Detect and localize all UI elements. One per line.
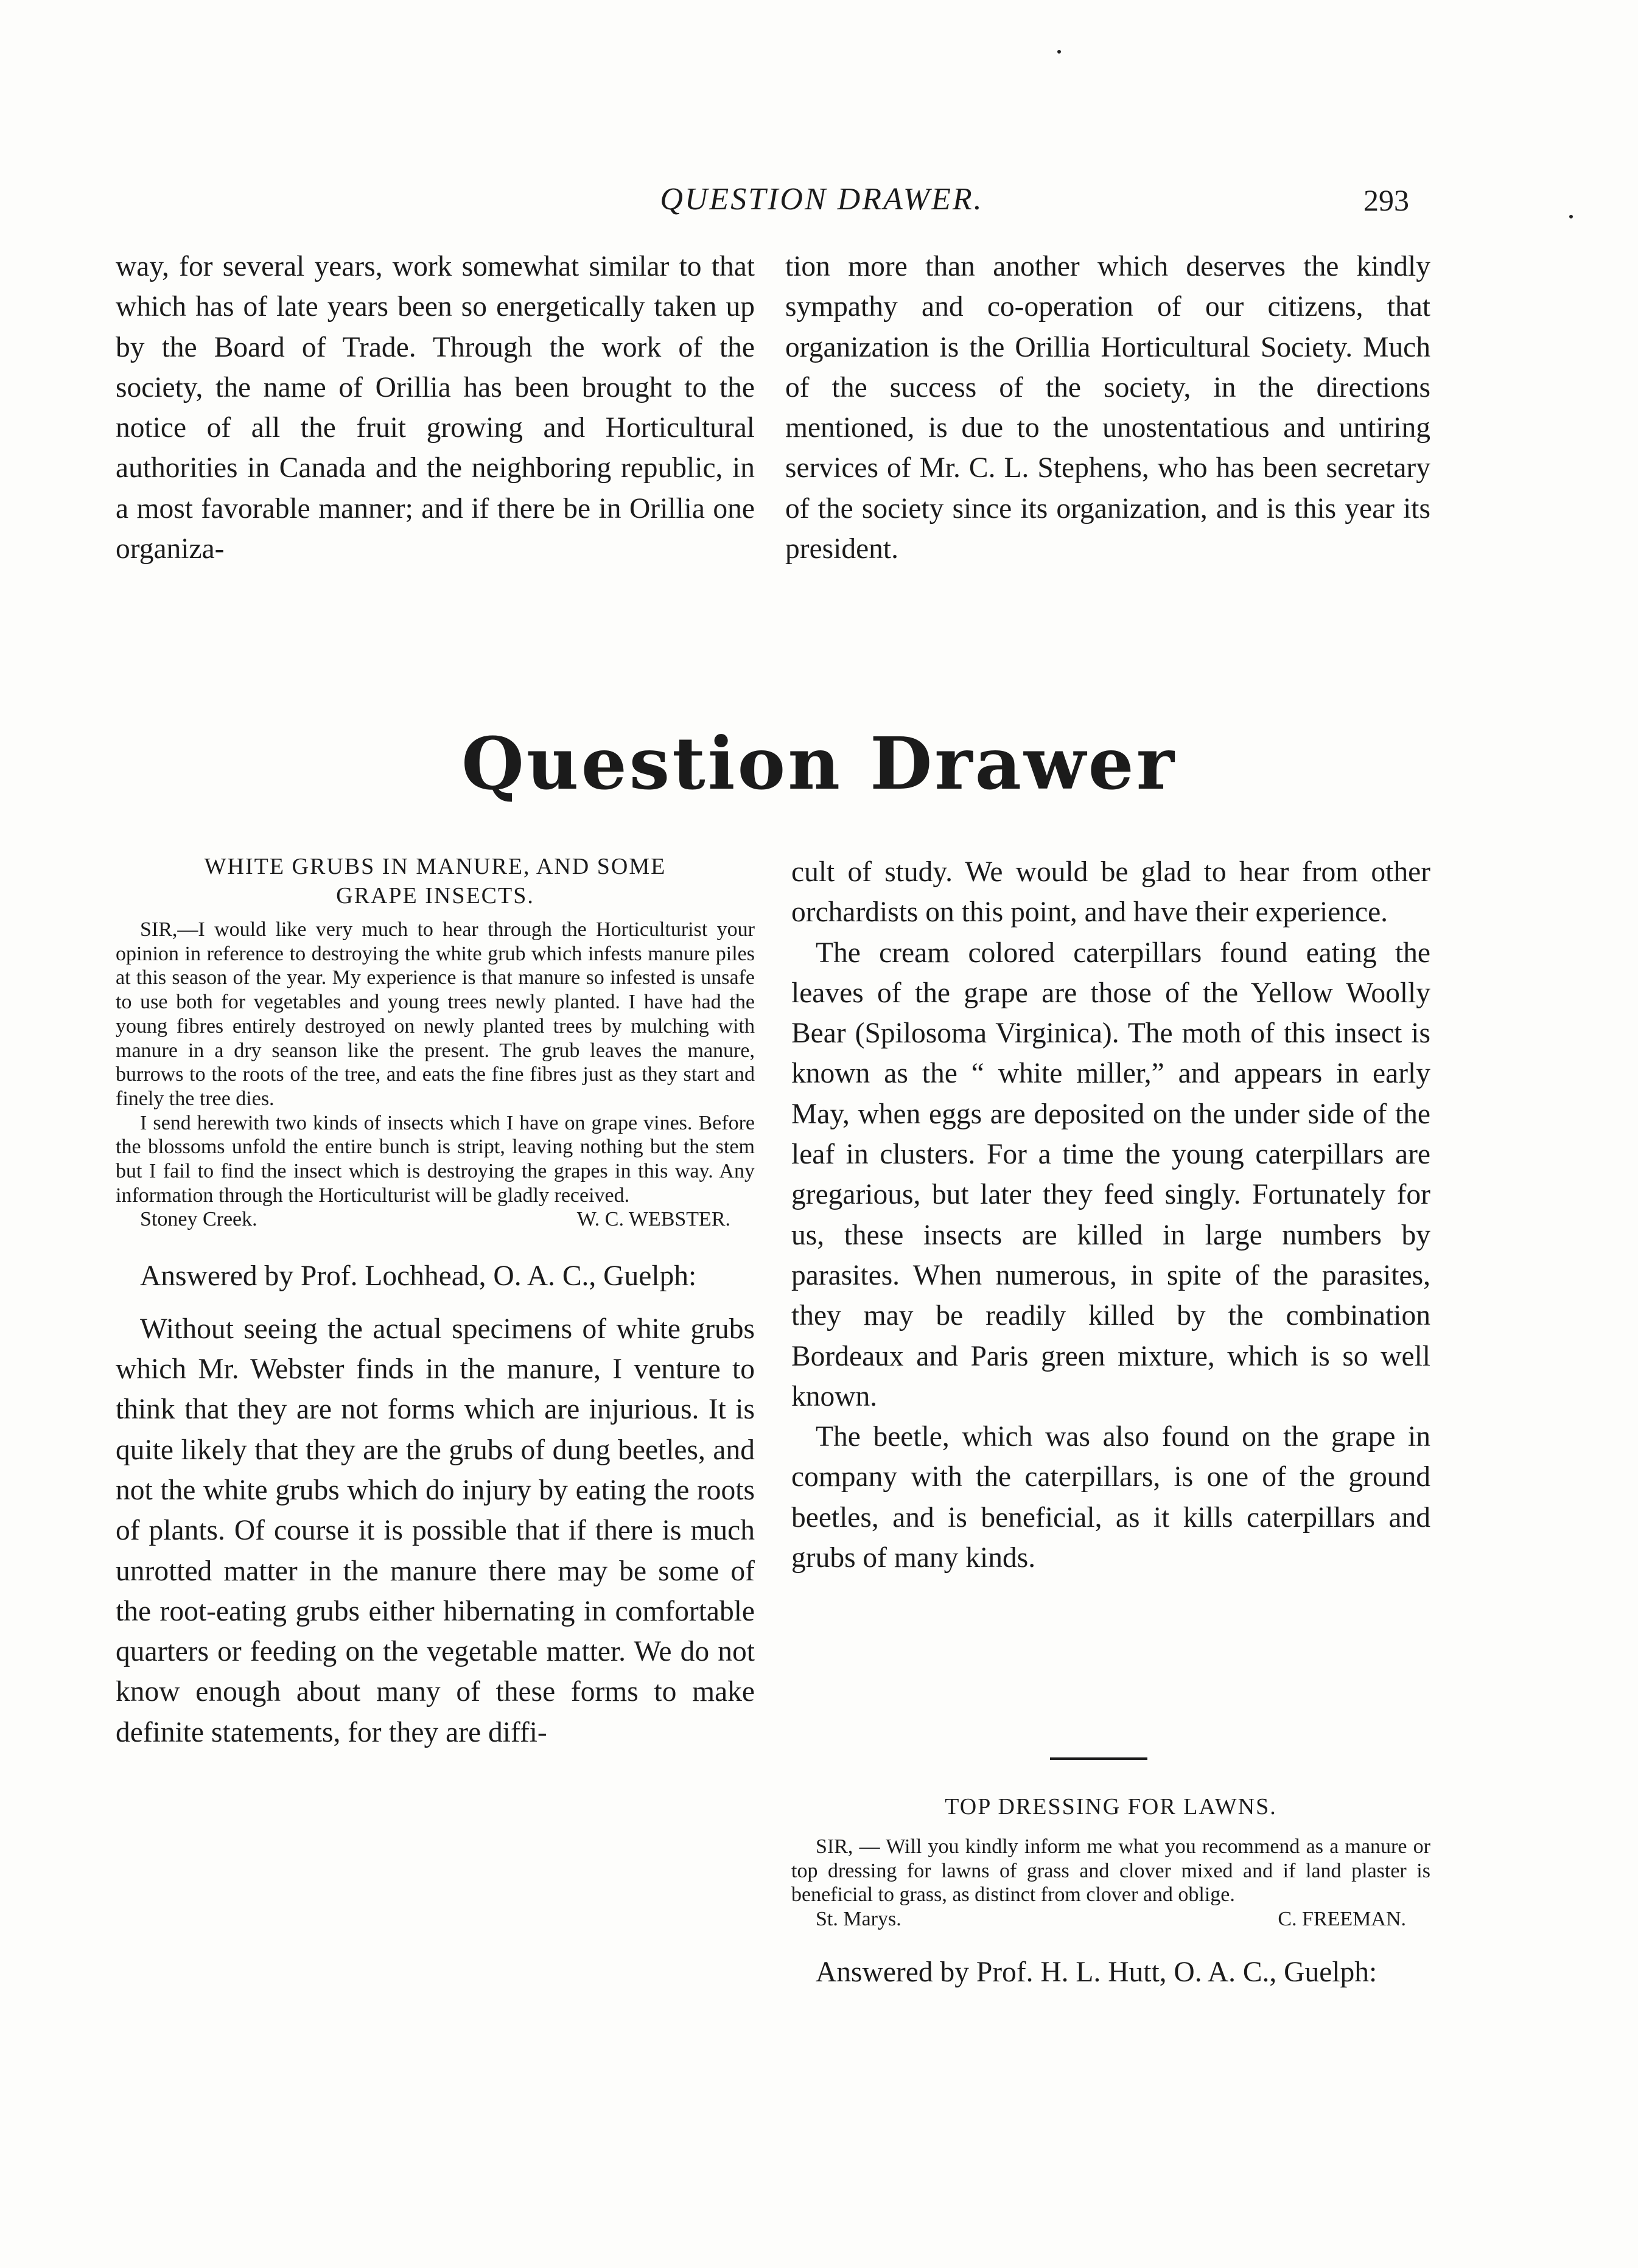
answer-paragraph: The beetle, which was also found on the grape in company with the caterpillars, is one of the ground beetles, and is beneficial, as it kills caterpillars and grubs of many kinds. [791,1421,1430,1574]
reader-letter [116,918,755,1207]
continued-text-left [116,246,755,569]
answer-paragraph: cult of study. We would be glad to hear from other orchardists on this point, and have their experience. [791,856,1430,929]
letter-paragraph: SIR, — Will you kindly inform me what you recommend as a manure or top dressing for lawns of grass and clover mixed and if land plaster is beneficial to grass, as distinct from clover and oblige. [791,1835,1430,1907]
answer-paragraph: The cream colored caterpillars found eating the leaves of the grape are those of the Yellow Woolly Bear (Spilosoma Virginica). The moth of this insect is known as the “ white miller,” and appears in early May, when eggs are deposited on the under side of the leaf in clusters. For a time the young caterpillars are gregarious, but later they feed singly. Fortunately for us, these insects are killed in large numbers by parasites. When numerous, in spite of the parasites, they may be readily killed by the combination Bordeaux and Paris green mixture, which is so well known. [791,937,1430,1412]
paragraph: tion more than another which deserves the kindly sympathy and co-operation of our citizens, that organization is the Orillia Horticultural Society. Much of the success of the society, in the directions mentioned, is due to the unostentatious and untiring services of Mr. C. L. Stephens, who has been secretary of the society since its organization, and is this year its president. [785,251,1430,565]
section-title: Question Drawer [461,721,1177,806]
article-white-grubs-right [791,852,1430,1578]
continued-text-right [785,246,1430,569]
answer-block [116,1256,755,1753]
article-white-grubs-left [116,852,755,1753]
letter-paragraph: I send herewith two kinds of insects which I have on grape vines. Before the blossoms unfold the entire bunch is stript, leaving nothing but the stem but I fail to find the insect which is destroying the grapes in this way. Any information through the Horticulturist will be gladly received. [116,1111,755,1207]
ink-dot [1569,215,1573,218]
letter-place: St. Marys. [816,1908,901,1931]
letter-place: Stoney Creek. [140,1208,257,1231]
letter-signature-line [116,1207,755,1232]
paragraph: way, for several years, work somewhat similar to that which has of late years been so energetically taken up by the Board of Trade. Through the work of the society, the name of Orillia has been brought to the notice of all the fruit growing and Horticultural authorities in Canada and the neighboring republic, in a most favorable manner; and if there be in Orillia one organiza- [116,251,755,565]
letter-signature-line [791,1907,1430,1931]
answered-by: Answered by Prof. H. L. Hutt, O. A. C., Guelph: [816,1956,1377,1989]
ink-dot [1057,50,1061,54]
article-top-dressing [791,1792,1430,1992]
running-header: QUESTION DRAWER. [660,182,984,217]
answer-block [791,1952,1430,1992]
article-heading: WHITE GRUBS IN MANURE, AND SOME GRAPE INSECTS. [204,854,667,909]
letter-signature: C. FREEMAN. [1278,1908,1406,1931]
answer-paragraph: Without seeing the actual specimens of white grubs which Mr. Webster finds in the manure, I venture to think that they are not forms which are injurious. It is quite likely that they are the grubs of dung beetles, and not the white grubs which do injury by eating the roots of plants. Of course it is possible that if there is much unrotted matter in the manure there may be some of the root-eating grubs either hibernating in comfortable quarters or feeding on the vegetable matter. We do not know enough about many of these forms to make definite statements, for they are diffi- [116,1313,755,1748]
letter-paragraph: SIR,—I would like very much to hear through the Horticulturist your opinion in reference to destroying the white grub which infests manure piles at this season of the year. My experience is that manure so infested is unsafe to use both for vegetables and young trees newly planted. I have had the young fibres entirely destroyed on newly planted trees by mulching with manure in a dry seanson like the present. The grub leaves the manure, burrows to the roots of the tree, and eats the fine fibres just as they start and finely the tree dies. [116,918,755,1110]
section-rule [1050,1757,1147,1760]
answered-by: Answered by Prof. Lochhead, O. A. C., Guelph: [140,1260,697,1293]
article-heading: TOP DRESSING FOR LAWNS. [945,1794,1277,1820]
letter-signature: W. C. WEBSTER. [576,1208,730,1231]
page-number: 293 [1363,183,1409,217]
reader-letter [791,1835,1430,1907]
